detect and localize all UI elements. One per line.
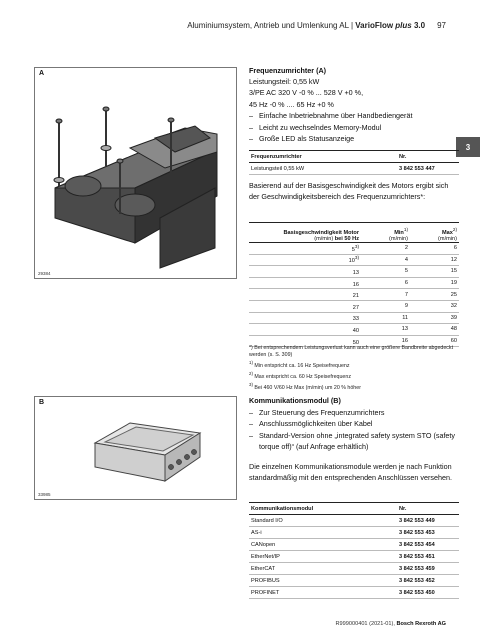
table-row: EtherNet/IP 3 842 553 451 — [249, 551, 459, 563]
section-communication-module — [249, 396, 459, 483]
footnote: *) Bei entsprechendem Leistungsverlust kann auch eine größere Bandbreite abgedeckt werden (s. S. 309) — [249, 345, 454, 359]
table-row: Leistungsteil 0,55 kW 3 842 553 447 — [249, 163, 459, 175]
col-min: Min$^{1)}$ (m/min) — [361, 223, 410, 243]
footer-company: Bosch Rexroth AG — [396, 621, 446, 627]
table-row: PROFIBUS 3 842 553 452 — [249, 575, 459, 587]
speed-range-table — [249, 222, 459, 347]
table-header: Nr. — [397, 151, 459, 163]
table-row: Standard I/O 3 842 553 449 — [249, 515, 459, 527]
bullet-item: – Standard-Version ohne „integrated safety system STO (safety torque off)“ (auf Anfrage erhältlich) — [249, 430, 459, 453]
figure-b-label: B — [39, 399, 45, 406]
speed-row: 33 11 39 — [249, 312, 459, 324]
footer-doc: R999000401 (2021-01), — [335, 621, 397, 627]
section-b-paragraph: Die einzelnen Kommunikationsmodule werden je nach Funktion standardmäßig mit den entsprechenden Anschlüssen versehen. — [249, 461, 452, 483]
communication-module-table — [249, 502, 459, 599]
spec-line: Leistungsteil: 0,55 kW — [249, 77, 320, 86]
section-a-bullets — [249, 110, 459, 144]
page-number: 97 — [437, 21, 446, 30]
col-max: Max$^{2)}$ (m/min) — [410, 223, 459, 243]
speed-row: 40 13 48 — [249, 324, 459, 336]
footnote: $^{3)}$ Bei 460 V/60 Hz Max (m/min) um 20 % höher — [249, 381, 361, 391]
header-brand: VarioFlow plus 3.0 — [355, 21, 426, 30]
table-header: Frequenzumrichter — [249, 151, 397, 163]
figure-a-label: A — [39, 70, 45, 77]
communication-module-illustration — [35, 397, 236, 499]
section-b-bullets — [249, 407, 459, 453]
spec-line: 3/PE AC 320 V -0 % ... 528 V +0 %, — [249, 88, 364, 98]
footnote: $^{1)}$ Min entspricht ca. 16 Hz Speisefrequenz — [249, 360, 350, 369]
chapter-tab: 3 — [456, 137, 480, 157]
speed-row: 5$^{3)}$ 2 6 — [249, 243, 459, 255]
bullet-item: – Große LED als Statusanzeige — [249, 133, 459, 144]
spec-line: 45 Hz -0 % .... 65 Hz +0 % — [249, 99, 334, 109]
table-header: Kommunikationsmodul — [249, 503, 397, 515]
section-a-specs — [249, 76, 459, 110]
speed-row: 50 16 60 — [249, 335, 459, 347]
table-header: Nr. — [397, 503, 459, 515]
col-base-speed: Basisgeschwindigkeit Motor (m/min) bei 50 Hz — [249, 223, 361, 243]
figure-a-code: 29384 — [38, 271, 51, 276]
bullet-item: – Einfache Inbetriebnahme über Handbediengerät — [249, 110, 459, 121]
section-frequency-converter — [249, 66, 459, 144]
running-header — [187, 21, 446, 30]
section-b-title: Kommunikationsmodul (B) — [249, 396, 341, 405]
bullet-item: – Leicht zu wechselndes Memory-Modul — [249, 122, 459, 133]
bullet-item: – Anschlussmöglichkeiten über Kabel — [249, 418, 459, 429]
table-row: CANopen 3 842 553 454 — [249, 539, 459, 551]
speed-row: 27 9 32 — [249, 300, 459, 312]
speed-row: 10$^{3)}$ 4 12 — [249, 254, 459, 266]
footnotes — [249, 345, 459, 392]
figure-b-code: 33985 — [38, 492, 51, 497]
bullet-item: – Zur Steuerung des Frequenzumrichters — [249, 407, 459, 418]
footnote: $^{2)}$ Max entspricht ca. 60 Hz Speisefrequenz — [249, 371, 351, 380]
section-a-title: Frequenzumrichter (A) — [249, 66, 327, 75]
footer — [336, 621, 447, 627]
speed-row: 16 6 19 — [249, 277, 459, 289]
frequency-converter-illustration — [35, 68, 236, 278]
figure-a — [34, 67, 237, 279]
speed-row: 13 5 15 — [249, 266, 459, 278]
section-a-paragraph: Basierend auf der Basisgeschwindigkeit des Motors ergibt sich der Geschwindigkeitsbereich des Frequenzumrichters*: — [249, 181, 449, 202]
header-title: Aluminiumsystem, Antrieb und Umlenkung AL | — [187, 21, 356, 30]
frequency-converter-table — [249, 150, 459, 175]
speed-row: 21 7 25 — [249, 289, 459, 301]
table-row: EtherCAT 3 842 553 459 — [249, 563, 459, 575]
table-row: PROFINET 3 842 553 450 — [249, 587, 459, 599]
figure-b — [34, 396, 237, 500]
table-row: AS-i 3 842 553 453 — [249, 527, 459, 539]
